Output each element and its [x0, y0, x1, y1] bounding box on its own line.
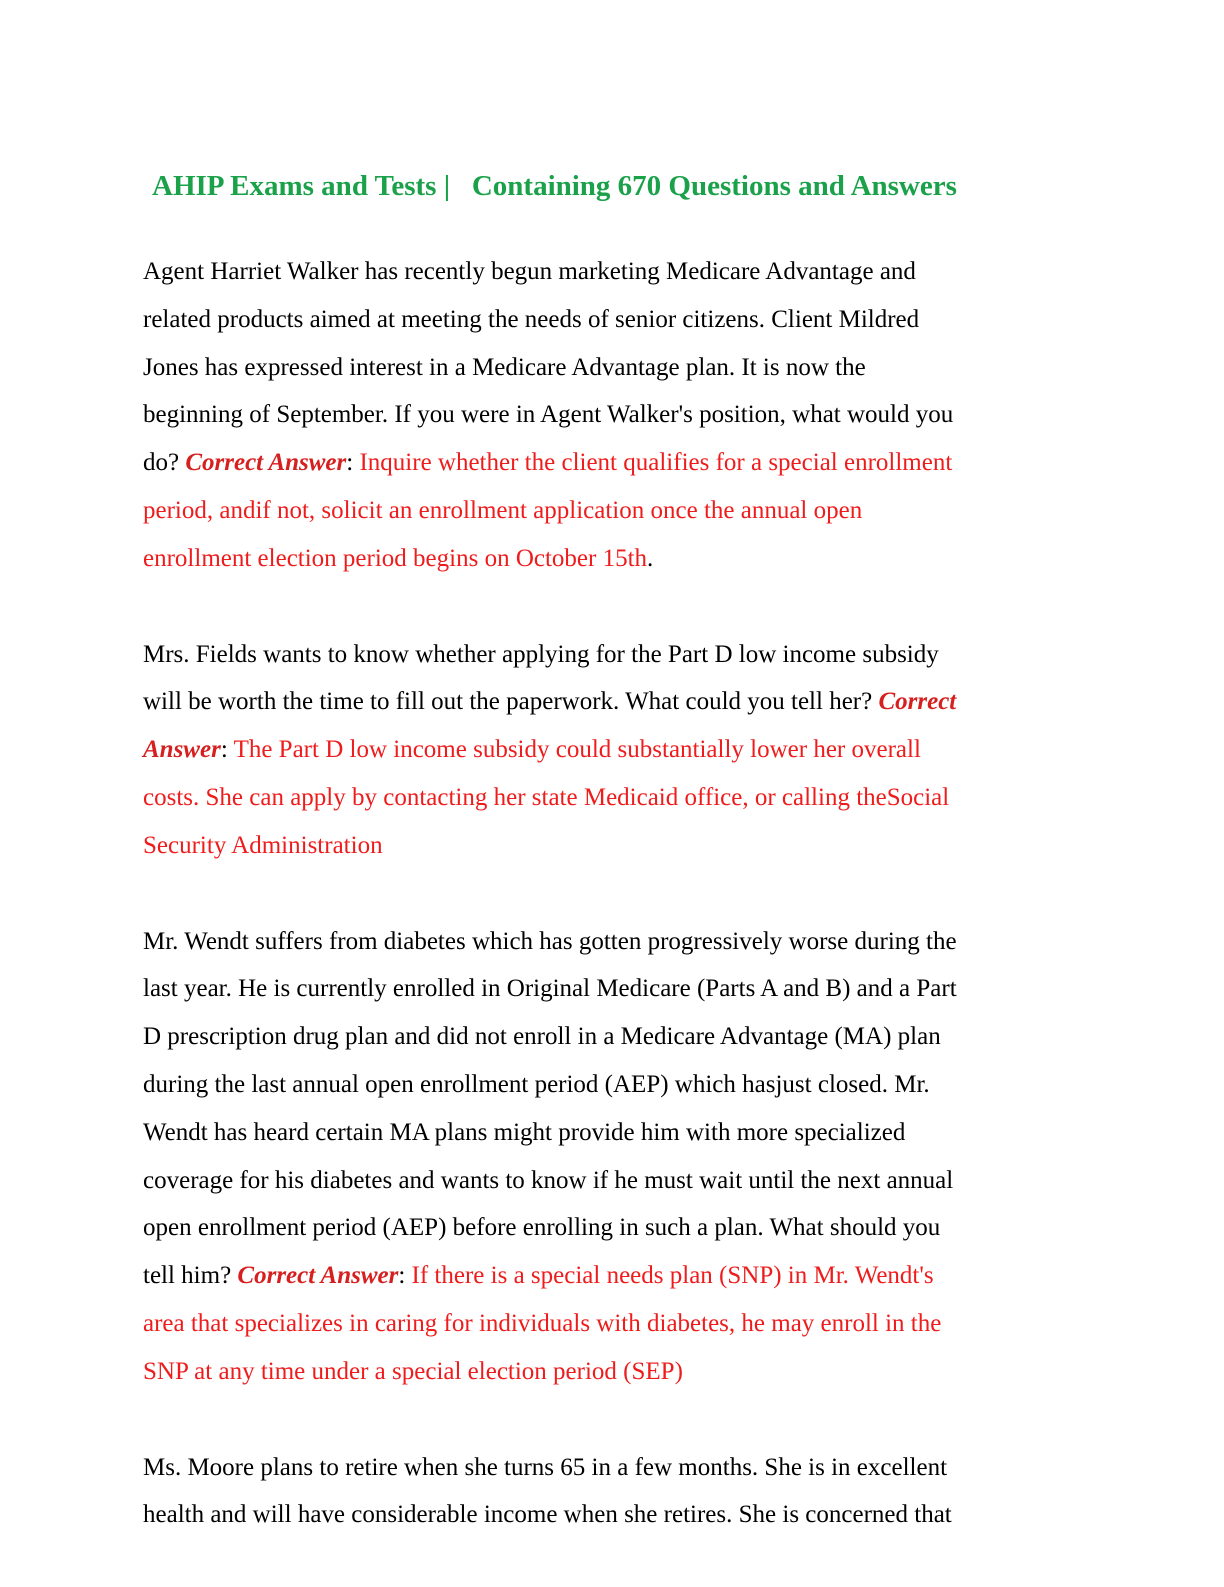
text-line: [143, 1013, 1058, 1061]
question-text: during the last annual open enrollment period (AEP) which hasjust closed. Mr.: [143, 1070, 930, 1098]
text-line: [143, 1252, 1058, 1300]
correct-answer-label: Correct Answer: [237, 1262, 399, 1290]
text-line: [143, 344, 1058, 392]
question-text: D prescription drug plan and did not enroll in a Medicare Advantage (MA) plan: [143, 1023, 941, 1051]
text-line: [143, 1109, 1058, 1157]
question-text: Mrs. Fields wants to know whether applying for the Part D low income subsidy: [143, 640, 939, 668]
qa-item: [143, 918, 1058, 1396]
text-line: [143, 248, 1058, 296]
question-text: last year. He is currently enrolled in Original Medicare (Parts A and B) and a Part: [143, 975, 957, 1003]
text-line: [143, 918, 1058, 966]
question-text: health and will have considerable income when she retires. She is concerned that: [143, 1501, 952, 1529]
text-line: [143, 535, 1058, 583]
correct-answer-label: Answer: [143, 736, 221, 764]
answer-text: area that specializes in caring for individuals with diabetes, he may enroll in the: [143, 1309, 942, 1337]
answer-text: period, andif not, solicit an enrollment application once the annual open: [143, 496, 863, 524]
qa-body: [143, 248, 1058, 1587]
text-line: [143, 965, 1058, 1013]
question-text: beginning of September. If you were in Agent Walker's position, what would you: [143, 401, 954, 429]
text-line: [143, 678, 1058, 726]
question-text: tell him?: [143, 1262, 238, 1290]
answer-text: If there is a special needs plan (SNP) in Mr. Wendt's: [411, 1262, 934, 1290]
text-line: [143, 1348, 1058, 1396]
question-text: Agent Harriet Walker has recently begun marketing Medicare Advantage and: [143, 258, 916, 285]
text-line: [143, 487, 1058, 535]
question-text: do?: [143, 449, 186, 477]
question-text: Jones has expressed interest in a Medicare Advantage plan. It is now the: [143, 353, 866, 381]
question-text: coverage for his diabetes and wants to know if he must wait until the next annual: [143, 1166, 954, 1194]
answer-text: Security Administration: [143, 831, 383, 859]
document-title: AHIP Exams and Tests | Containing 670 Questions and Answers: [152, 170, 957, 202]
answer-text: Inquire whether the client qualifies for a special enrollment: [359, 449, 953, 477]
question-text: Mr. Wendt suffers from diabetes which has gotten progressively worse during the: [143, 927, 957, 955]
question-text: .: [647, 544, 654, 572]
label-colon: :: [220, 736, 234, 764]
text-line: [143, 391, 1058, 439]
text-line: [143, 439, 1058, 487]
text-line: [143, 296, 1058, 344]
text-line: [143, 631, 1058, 679]
text-line: [143, 774, 1058, 822]
text-line: [143, 1061, 1058, 1109]
answer-text: enrollment election period begins on October 15th: [143, 544, 648, 572]
question-text: Wendt has heard certain MA plans might provide him with more specialized: [143, 1118, 906, 1146]
question-text: Ms. Moore plans to retire when she turns 65 in a few months. She is in excellent: [143, 1453, 948, 1481]
text-line: [143, 822, 1058, 870]
text-line: [143, 1300, 1058, 1348]
answer-text: SNP at any time under a special election period (SEP): [143, 1357, 683, 1385]
label-colon: :: [346, 449, 360, 477]
text-line: [143, 1204, 1058, 1252]
text-line: [143, 1491, 1058, 1539]
text-line: [143, 1157, 1058, 1205]
correct-answer-label: Correct Answer: [185, 449, 347, 477]
question-text: related products aimed at meeting the needs of senior citizens. Client Mildred: [143, 305, 920, 333]
text-line: [143, 1444, 1058, 1492]
qa-item: [143, 1444, 1058, 1540]
question-text: will be worth the time to fill out the paperwork. What could you tell her?: [143, 688, 879, 716]
qa-item: [143, 631, 1058, 870]
answer-text: costs. She can apply by contacting her state Medicaid office, or calling theSocial: [143, 783, 950, 811]
qa-item: [143, 248, 1058, 583]
correct-answer-label: Correct: [878, 688, 957, 716]
question-text: open enrollment period (AEP) before enrolling in such a plan. What should you: [143, 1214, 941, 1242]
answer-text: The Part D low income subsidy could substantially lower her overall: [233, 736, 921, 764]
label-colon: :: [398, 1262, 412, 1290]
text-line: [143, 726, 1058, 774]
